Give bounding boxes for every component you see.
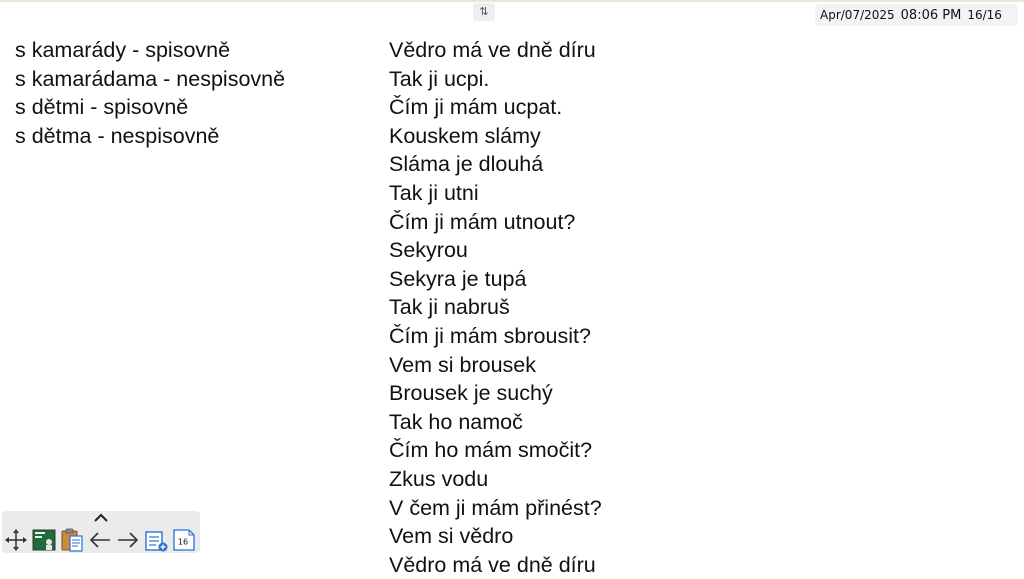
left-text-column: [15, 36, 285, 150]
text-line: Brousek je suchý: [389, 381, 553, 406]
text-line: s kamarády - spisovně: [15, 38, 231, 62]
collapse-up-icon[interactable]: [92, 512, 110, 524]
add-page-icon[interactable]: [144, 528, 168, 552]
back-arrow-icon[interactable]: [88, 528, 112, 552]
text-line: Čím ji mám utnout?: [389, 209, 576, 234]
text-line: Sekyrou: [389, 238, 468, 263]
status-date: Apr/07/2025: [820, 8, 895, 22]
page-number-icon[interactable]: [172, 528, 196, 552]
text-line: Vědro má ve dně díru: [389, 38, 596, 62]
page-number-badge: 16: [177, 537, 189, 547]
text-line: V čem ji mám přinést?: [389, 495, 602, 520]
text-line: Sláma je dlouhá: [389, 152, 544, 177]
text-line: s dětma - nespisovně: [15, 123, 220, 148]
text-line: s kamarádama - nespisovně: [15, 66, 286, 91]
text-line: s dětmi - spisovně: [15, 95, 189, 120]
right-text-column: [389, 36, 602, 579]
text-line: Sekyra je tupá: [389, 266, 527, 291]
forward-arrow-icon[interactable]: [116, 528, 140, 552]
text-line: Čím ji mám ucpat.: [389, 95, 563, 120]
text-line: Tak ji ucpi.: [389, 66, 490, 91]
text-line: Vem si vědro: [389, 524, 514, 549]
text-line: Vědro má ve dně díru: [389, 552, 596, 577]
text-line: Kouskem slámy: [389, 123, 541, 148]
text-line: Vem si brousek: [389, 352, 536, 377]
text-line: Tak ji nabruš: [389, 295, 510, 320]
text-line: Čím ho mám smočit?: [389, 438, 593, 463]
status-bar: [815, 4, 1018, 26]
status-page-counter: 16/16: [967, 8, 1002, 22]
text-line: Tak ji utni: [389, 180, 479, 205]
swap-vertical-icon[interactable]: ⇅: [473, 3, 495, 21]
board-icon[interactable]: [32, 528, 56, 552]
status-time: 08:06 PM: [900, 7, 962, 23]
text-line: Čím ji mám sbrousit?: [389, 323, 591, 348]
clipboard-icon[interactable]: [60, 528, 84, 552]
text-line: Zkus vodu: [389, 466, 489, 491]
top-border: [0, 0, 1024, 2]
text-line: Tak ho namoč: [389, 409, 523, 434]
move-icon[interactable]: [4, 528, 28, 552]
bottom-toolbar: [2, 511, 200, 553]
